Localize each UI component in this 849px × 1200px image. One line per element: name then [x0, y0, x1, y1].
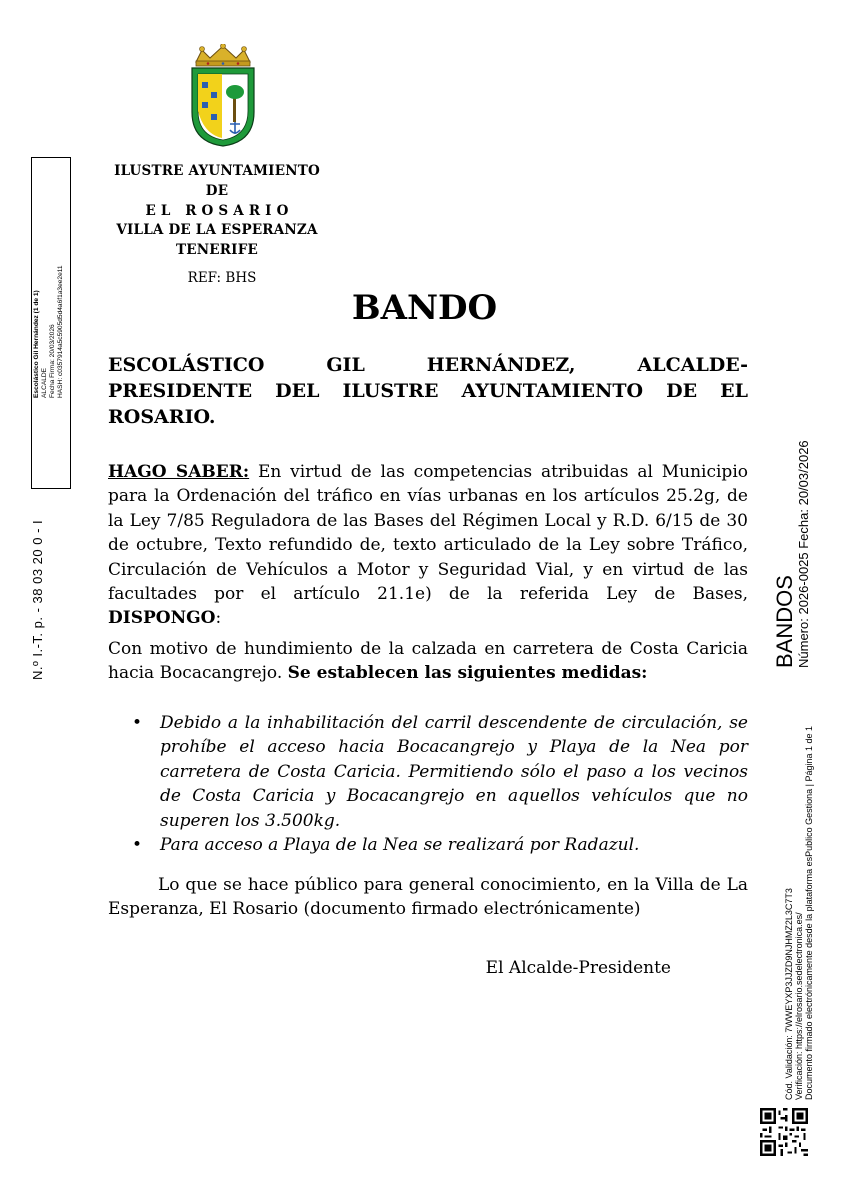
header-line-ayuntamiento: ILUSTRE AYUNTAMIENTO — [114, 163, 320, 179]
bullet-icon: • — [132, 835, 143, 856]
header-line-villa: VILLA DE LA ESPERANZA — [116, 222, 318, 238]
header-line-tenerife: TENERIFE — [176, 242, 258, 258]
stamp-date: Fecha Firma: 20/03/2026 — [49, 324, 56, 398]
measures-list — [108, 711, 748, 857]
stamp-signer: Escolástico Gil Hernández (1 de 1) — [33, 290, 40, 398]
reference-code: REF: BHS — [187, 270, 257, 286]
hago-saber-label: HAGO SABER: — [108, 462, 250, 482]
issuer-heading-rest: PRESIDENTE DEL ILUSTRE AYUNTAMIENTO DE EL ROSARIO. — [108, 380, 748, 428]
issuer-heading — [108, 352, 748, 430]
document-number: Número: 2026-0025 Fecha: 20/03/2026 — [796, 440, 811, 668]
dispongo-label: DISPONGO — [108, 608, 216, 629]
category-label: BANDOS — [772, 575, 797, 668]
signature-stamp-box — [31, 157, 71, 489]
dispongo-colon: : — [215, 608, 222, 629]
measure-text: Debido a la inhabilitación del carril descendente de circulación, se prohíbe el acceso hacia Bocacangrejo y Playa de la Nea por carretera de Costa Caricia. Permitiendo sólo el paso a los vecinos de Costa Caricia y Bocacangrejo en aquellos vehículos que no superen los 3.500kg. — [160, 713, 748, 831]
header-line-de: DE — [205, 183, 229, 199]
hago-saber-text: En virtud de las competencias atribuidas al Municipio para la Ordenación del tráfico en vías urbanas en los artículos 25.2g, de la Ley 7/85 Reguladora de las Bases del Régimen Local y R.D. 6/15 de 30 de octubre, Texto refundido de, texto articulado de la Ley sobre Tráfico, Circulación de Vehículos a Motor y Seguridad Vial, y en virtud de las facultades por el artículo 21.1e) de la referida Ley de Bases, — [108, 462, 748, 605]
qr-code-icon[interactable] — [760, 1108, 808, 1156]
list-item — [108, 833, 748, 857]
motivo-paragraph — [108, 637, 748, 686]
stamp-role: ALCALDE — [41, 367, 48, 398]
coat-of-arms-logo — [188, 44, 258, 148]
registry-number: N.º I.-T. p. - 38 03 20 0 - I — [30, 519, 45, 680]
issuer-heading-line1: ESCOLÁSTICO GIL HERNÁNDEZ, ALCALDE- — [108, 354, 748, 376]
measure-text: Para acceso a Playa de la Nea se realizará por Radazul. — [160, 835, 640, 856]
stamp-hash: HASH: c0357914a5c5905d5d4a6f1a3ee2e11 — [57, 265, 64, 398]
measures-heading: Se establecen las siguientes medidas: — [287, 663, 648, 684]
verification-url[interactable]: Verificación: https://elrosario.sedelectronica.es/ — [794, 912, 804, 1100]
motivo-text: Con motivo de hundimiento de la calzada en carretera de Costa Caricia hacia Bocacangrejo. — [108, 639, 748, 684]
platform-notice: Documento firmado electrónicamente desde la plataforma esPublico Gestiona | Página 1 de 1 — [804, 725, 814, 1100]
bullet-icon: • — [132, 713, 143, 733]
list-item — [108, 711, 748, 833]
hago-saber-paragraph — [108, 460, 748, 631]
header-line-el-rosario: E L R O S A R I O — [145, 203, 289, 219]
signature-line: El Alcalde-Presidente — [485, 958, 671, 978]
closing-paragraph: Lo que se hace público para general conocimiento, en la Villa de La Esperanza, El Rosario (documento firmado electrónicamente) — [108, 875, 748, 920]
document-title: BANDO — [351, 288, 498, 328]
validation-code: Cód. Validación: 7WWEYXP3JJZD9NJHMZ2L3C7T3 — [784, 888, 794, 1100]
